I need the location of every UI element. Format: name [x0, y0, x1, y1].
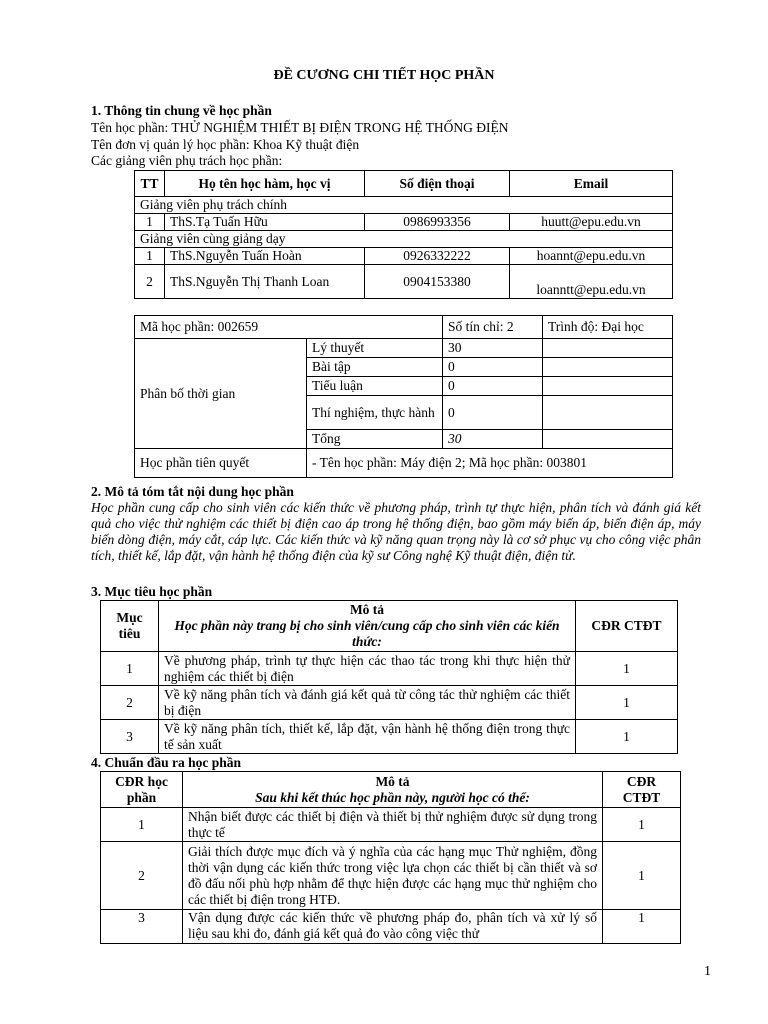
- section-3-heading: 3. Mục tiêu học phần: [91, 584, 213, 599]
- out-cdr: 1: [603, 808, 681, 842]
- section-2-heading: 2. Mô tả tóm tắt nội dung học phần: [91, 484, 294, 499]
- course-level: Trình độ: Đại học: [543, 316, 673, 339]
- managing-unit: Tên đơn vị quản lý học phần: Khoa Kỹ thuật điện: [91, 137, 360, 152]
- cell-phone: 0926332222: [365, 248, 510, 265]
- table-row: [101, 686, 678, 720]
- outcomes-table: [100, 771, 681, 944]
- obj-id: 2: [101, 686, 159, 720]
- section-1-heading: 1. Thông tin chung về học phần: [91, 103, 272, 118]
- table-row: [101, 720, 678, 754]
- obj-header-desc-title: Mô tả: [349, 602, 385, 617]
- out-id: 1: [101, 808, 183, 842]
- objectives-table: [100, 600, 678, 754]
- out-id: 3: [101, 910, 183, 944]
- out-desc: Vận dụng được các kiến thức về phương pháp đo, phân tích và xử lý số liệu sau khi đo, đánh giá kết quả đo vào công việc thử: [183, 910, 603, 944]
- time-row-value: 0: [443, 396, 543, 430]
- time-distribution-label: Phân bố thời gian: [135, 339, 307, 449]
- cell-tt: 1: [135, 214, 165, 231]
- header-phone: Số điện thoại: [365, 171, 510, 197]
- out-id: 2: [101, 842, 183, 910]
- time-row-label: Tiểu luận: [307, 377, 443, 396]
- header-tt: TT: [135, 171, 165, 197]
- cell-email: loanntt@epu.edu.vn: [510, 265, 673, 299]
- table-row: [135, 214, 673, 231]
- obj-desc: Về kỹ năng phân tích, thiết kế, lắp đặt, vận hành hệ thống điện trong thực tế sản xuất: [159, 720, 576, 754]
- obj-cdr: 1: [576, 686, 678, 720]
- obj-header-desc-sub: Học phần này trang bị cho sinh viên/cung cấp cho sinh viên các kiến thức:: [174, 618, 560, 649]
- prerequisite-label: Học phần tiên quyết: [135, 449, 307, 478]
- lecturers-label: Các giảng viên phụ trách học phần:: [91, 153, 283, 168]
- lecturer-table: [134, 170, 673, 299]
- course-code: Mã học phần: 002659: [135, 316, 443, 339]
- cell-email: huutt@epu.edu.vn: [510, 214, 673, 231]
- cell-email: hoannt@epu.edu.vn: [510, 248, 673, 265]
- group-co-lecturers: Giảng viên cùng giảng dạy: [135, 231, 673, 248]
- cell-phone: 0904153380: [365, 265, 510, 299]
- obj-cdr: 1: [576, 720, 678, 754]
- table-row: [135, 265, 673, 299]
- course-summary: Học phần cung cấp cho sinh viên các kiến thức về phương pháp, trình tự thực hiện, phân tích và đánh giá kết quả cho việc thử nghiệm các thiết bị điện cao áp trong hệ thống điện, bao gồm máy biến áp, biến điện áp, máy biến dòng điện, máy cắt, cáp lực. Các kiến thức và kỹ năng quan trọng này là cơ sở phục vụ cho công việc phân tích, thiết kế, lắp đặt, vận hành hệ thống điện của kỹ sư Công nghệ Kỹ thuật điện, điện tử.: [91, 500, 701, 563]
- obj-desc: Về kỹ năng phân tích và đánh giá kết quả từ công tác thử nghiệm các thiết bị điện: [159, 686, 576, 720]
- cell-phone: 0986993356: [365, 214, 510, 231]
- table-row: [101, 808, 681, 842]
- time-row-label: Thí nghiệm, thực hành: [307, 396, 443, 430]
- out-desc: Nhận biết được các thiết bị điện và thiết bị thử nghiệm được sử dụng trong thực tế: [183, 808, 603, 842]
- header-name: Họ tên học hàm, học vị: [165, 171, 365, 197]
- out-header-desc-title: Mô tả: [375, 773, 410, 789]
- time-row-value: 0: [443, 377, 543, 396]
- section-4-heading: 4. Chuẩn đầu ra học phần: [91, 755, 242, 770]
- group-main-lecturer: Giảng viên phụ trách chính: [135, 197, 673, 214]
- obj-id: 3: [101, 720, 159, 754]
- cell-tt: 2: [135, 265, 165, 299]
- obj-header-id: Mục tiêu: [101, 601, 159, 652]
- table-row: [101, 652, 678, 686]
- table-row: [101, 842, 681, 910]
- obj-header-desc: [159, 601, 576, 652]
- time-row-label: Tổng: [307, 430, 443, 449]
- obj-desc: Về phương pháp, trình tự thực hiện các thao tác trong khi thực hiện thử nghiệm các thiết bị điện: [159, 652, 576, 686]
- obj-id: 1: [101, 652, 159, 686]
- cell-name: ThS.Nguyễn Tuấn Hoàn: [165, 248, 365, 265]
- page-number: 1: [704, 964, 711, 979]
- time-row-label: Lý thuyết: [307, 339, 443, 358]
- out-header-cdr: CĐR CTĐT: [603, 772, 681, 808]
- document-title: ĐỀ CƯƠNG CHI TIẾT HỌC PHẦN: [273, 68, 495, 83]
- time-row-value: 0: [443, 358, 543, 377]
- cell-name: ThS.Tạ Tuấn Hữu: [165, 214, 365, 231]
- obj-header-cdr: CĐR CTĐT: [576, 601, 678, 652]
- header-email: Email: [510, 171, 673, 197]
- out-header-desc: [183, 772, 603, 808]
- table-row: [135, 248, 673, 265]
- time-row-value: 30: [443, 430, 543, 449]
- cell-tt: 1: [135, 248, 165, 265]
- cell-name: ThS.Nguyễn Thị Thanh Loan: [165, 265, 365, 299]
- out-desc: Giải thích được mục đích và ý nghĩa của các hạng mục Thử nghiệm, đồng thời vận dụng các kiến thức trong việc lựa chọn các thiết bị cần thiết và sơ đồ đấu nối phù hợp nhằm để thực hiện được các hạng mục thử nghiệm cho các thiết bị điện trong HTĐ.: [183, 842, 603, 910]
- time-row-label: Bài tập: [307, 358, 443, 377]
- course-credits: Số tín chỉ: 2: [443, 316, 543, 339]
- out-header-id: CĐR học phần: [101, 772, 183, 808]
- table-row: [101, 910, 681, 944]
- out-header-desc-sub: Sau khi kết thúc học phần này, người học có thể:: [255, 789, 530, 805]
- obj-cdr: 1: [576, 652, 678, 686]
- course-info-table: [134, 315, 673, 478]
- out-cdr: 1: [603, 842, 681, 910]
- prerequisite-value: - Tên học phần: Máy điện 2; Mã học phần: 003801: [307, 449, 673, 478]
- out-cdr: 1: [603, 910, 681, 944]
- time-row-value: 30: [443, 339, 543, 358]
- course-name: Tên học phần: THỬ NGHIỆM THIẾT BỊ ĐIỆN TRONG HỆ THỐNG ĐIỆN: [91, 120, 509, 135]
